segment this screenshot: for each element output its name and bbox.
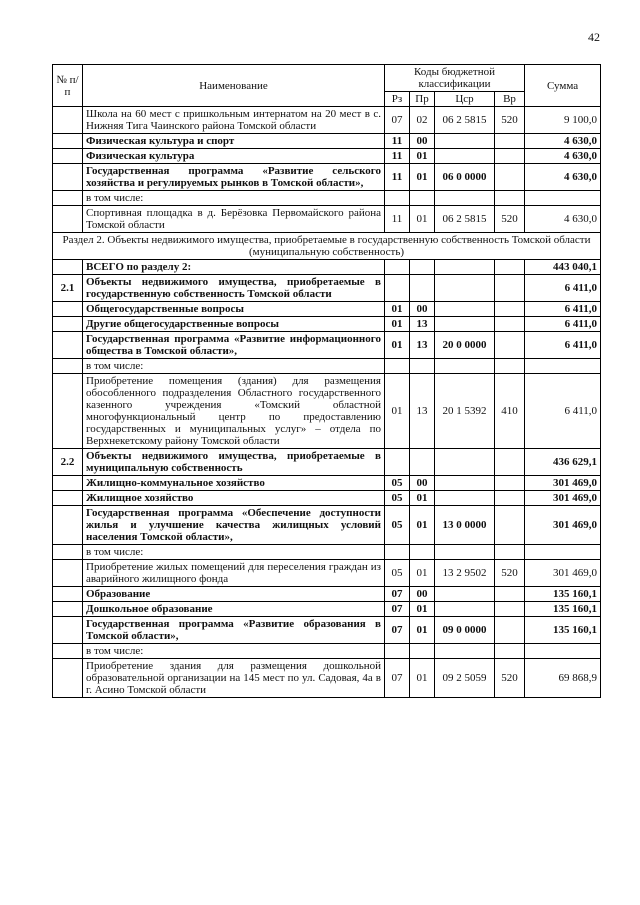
cell-sum: 6 411,0 xyxy=(525,332,601,359)
cell-vr: 520 xyxy=(495,206,525,233)
cell-sum xyxy=(525,359,601,374)
cell-pr: 00 xyxy=(410,476,435,491)
cell-num xyxy=(53,587,83,602)
cell-csr: 13 2 9502 xyxy=(435,560,495,587)
cell-name: Приобретение помещения (здания) для размещения обособленного подразделения Областного государственного казенного учреждения «Томский областной многофункциональный центр по предоставлению государственных и муниципальных услуг» – отдела по Верхнекетскому району Томской области xyxy=(83,374,385,449)
cell-num xyxy=(53,506,83,545)
cell-rz: 01 xyxy=(385,317,410,332)
cell-sum: 4 630,0 xyxy=(525,149,601,164)
cell-num xyxy=(53,191,83,206)
cell-vr xyxy=(495,317,525,332)
cell-pr xyxy=(410,260,435,275)
cell-vr xyxy=(495,302,525,317)
cell-csr xyxy=(435,134,495,149)
cell-name: Объекты недвижимого имущества, приобретаемые в муниципальную собственность xyxy=(83,449,385,476)
cell-csr: 09 0 0000 xyxy=(435,617,495,644)
cell-num xyxy=(53,374,83,449)
header-vr: Вр xyxy=(495,92,525,107)
cell-rz: 07 xyxy=(385,659,410,698)
cell-pr: 01 xyxy=(410,164,435,191)
cell-name: Жилищное хозяйство xyxy=(83,491,385,506)
cell-name: в том числе: xyxy=(83,191,385,206)
cell-sum: 301 469,0 xyxy=(525,560,601,587)
page-number: 42 xyxy=(588,30,600,44)
cell-pr: 00 xyxy=(410,302,435,317)
cell-rz xyxy=(385,275,410,302)
cell-csr xyxy=(435,191,495,206)
header-name: Наименование xyxy=(83,65,385,107)
cell-vr xyxy=(495,191,525,206)
header-codes: Коды бюджетной классификации xyxy=(385,65,525,92)
cell-num xyxy=(53,560,83,587)
header-pr: Пр xyxy=(410,92,435,107)
header-csr: Цср xyxy=(435,92,495,107)
section-title: Раздел 2. Объекты недвижимого имущества, приобретаемые в государственную собственность Томской области (муниципальную собственность) xyxy=(53,233,601,260)
cell-vr xyxy=(495,449,525,476)
header-rz: Рз xyxy=(385,92,410,107)
table-row xyxy=(53,491,601,506)
cell-num xyxy=(53,602,83,617)
cell-sum: 6 411,0 xyxy=(525,302,601,317)
cell-vr xyxy=(495,134,525,149)
table-row xyxy=(53,359,601,374)
cell-sum: 301 469,0 xyxy=(525,491,601,506)
cell-csr: 13 0 0000 xyxy=(435,506,495,545)
cell-sum xyxy=(525,644,601,659)
cell-num xyxy=(53,107,83,134)
cell-name: в том числе: xyxy=(83,644,385,659)
cell-sum: 4 630,0 xyxy=(525,206,601,233)
cell-csr xyxy=(435,302,495,317)
table-row xyxy=(53,107,601,134)
cell-name: Приобретение здания для размещения дошкольной образовательной организации на 145 мест по ул. Садовая, 4а в г. Асино Томской области xyxy=(83,659,385,698)
cell-vr xyxy=(495,149,525,164)
header-sum: Сумма xyxy=(525,65,601,107)
table-row xyxy=(53,644,601,659)
cell-rz: 11 xyxy=(385,164,410,191)
cell-sum xyxy=(525,545,601,560)
cell-sum: 301 469,0 xyxy=(525,476,601,491)
cell-sum: 301 469,0 xyxy=(525,506,601,545)
cell-rz: 07 xyxy=(385,617,410,644)
cell-num: 2.2 xyxy=(53,449,83,476)
cell-num xyxy=(53,644,83,659)
cell-pr: 13 xyxy=(410,374,435,449)
cell-vr xyxy=(495,359,525,374)
cell-vr: 520 xyxy=(495,659,525,698)
cell-sum: 443 040,1 xyxy=(525,260,601,275)
table-row xyxy=(53,332,601,359)
cell-pr: 01 xyxy=(410,617,435,644)
cell-num xyxy=(53,164,83,191)
section-header-row xyxy=(53,233,601,260)
cell-sum: 135 160,1 xyxy=(525,602,601,617)
cell-csr xyxy=(435,476,495,491)
cell-rz: 01 xyxy=(385,332,410,359)
cell-vr xyxy=(495,644,525,659)
cell-pr: 01 xyxy=(410,506,435,545)
cell-rz: 11 xyxy=(385,149,410,164)
cell-vr xyxy=(495,275,525,302)
cell-csr: 20 1 5392 xyxy=(435,374,495,449)
cell-csr xyxy=(435,491,495,506)
cell-num xyxy=(53,332,83,359)
cell-vr xyxy=(495,164,525,191)
cell-name: Государственная программа «Развитие образования в Томской области», xyxy=(83,617,385,644)
cell-rz: 11 xyxy=(385,134,410,149)
cell-csr: 09 2 5059 xyxy=(435,659,495,698)
cell-vr xyxy=(495,260,525,275)
cell-rz: 05 xyxy=(385,476,410,491)
cell-csr xyxy=(435,317,495,332)
cell-csr xyxy=(435,359,495,374)
cell-num xyxy=(53,617,83,644)
header-num: № п/п xyxy=(53,65,83,107)
cell-name: Спортивная площадка в д. Берёзовка Первомайского района Томской области xyxy=(83,206,385,233)
table-row xyxy=(53,545,601,560)
cell-rz: 07 xyxy=(385,602,410,617)
cell-sum xyxy=(525,191,601,206)
table-row xyxy=(53,260,601,275)
cell-sum: 6 411,0 xyxy=(525,317,601,332)
cell-name: в том числе: xyxy=(83,359,385,374)
cell-sum: 4 630,0 xyxy=(525,164,601,191)
cell-pr xyxy=(410,191,435,206)
cell-sum: 69 868,9 xyxy=(525,659,601,698)
cell-pr: 01 xyxy=(410,149,435,164)
table-row xyxy=(53,449,601,476)
cell-vr xyxy=(495,545,525,560)
cell-rz xyxy=(385,449,410,476)
cell-num xyxy=(53,317,83,332)
cell-pr xyxy=(410,359,435,374)
cell-pr: 00 xyxy=(410,587,435,602)
cell-num xyxy=(53,149,83,164)
cell-name: Физическая культура и спорт xyxy=(83,134,385,149)
cell-csr: 20 0 0000 xyxy=(435,332,495,359)
table-row xyxy=(53,602,601,617)
table-row xyxy=(53,506,601,545)
cell-pr: 13 xyxy=(410,332,435,359)
cell-sum: 4 630,0 xyxy=(525,134,601,149)
cell-csr xyxy=(435,275,495,302)
table-row xyxy=(53,302,601,317)
cell-num xyxy=(53,134,83,149)
cell-num xyxy=(53,545,83,560)
cell-name: Дошкольное образование xyxy=(83,602,385,617)
cell-rz: 07 xyxy=(385,587,410,602)
cell-rz xyxy=(385,545,410,560)
cell-sum: 135 160,1 xyxy=(525,587,601,602)
cell-sum: 135 160,1 xyxy=(525,617,601,644)
cell-num xyxy=(53,359,83,374)
cell-name: Школа на 60 мест с пришкольным интернатом на 20 мест в с. Нижняя Тига Чаинского района Томской области xyxy=(83,107,385,134)
cell-rz: 05 xyxy=(385,491,410,506)
table-row xyxy=(53,149,601,164)
table-row xyxy=(53,560,601,587)
table-row xyxy=(53,206,601,233)
cell-num xyxy=(53,260,83,275)
cell-rz xyxy=(385,260,410,275)
table-row xyxy=(53,659,601,698)
cell-rz: 01 xyxy=(385,374,410,449)
cell-vr xyxy=(495,602,525,617)
table-body xyxy=(53,107,601,698)
table-row xyxy=(53,164,601,191)
cell-csr xyxy=(435,449,495,476)
cell-csr xyxy=(435,260,495,275)
cell-name: Государственная программа «Обеспечение доступности жилья и улучшение качества жилищных условий населения Томской области», xyxy=(83,506,385,545)
table-row xyxy=(53,374,601,449)
cell-pr: 01 xyxy=(410,206,435,233)
cell-rz: 05 xyxy=(385,560,410,587)
cell-sum: 6 411,0 xyxy=(525,275,601,302)
cell-rz: 01 xyxy=(385,302,410,317)
cell-vr xyxy=(495,476,525,491)
cell-num xyxy=(53,476,83,491)
cell-csr: 06 2 5815 xyxy=(435,107,495,134)
cell-rz: 07 xyxy=(385,107,410,134)
cell-pr: 02 xyxy=(410,107,435,134)
cell-pr xyxy=(410,449,435,476)
cell-vr xyxy=(495,617,525,644)
cell-vr: 520 xyxy=(495,107,525,134)
cell-name: ВСЕГО по разделу 2: xyxy=(83,260,385,275)
cell-pr: 13 xyxy=(410,317,435,332)
table-row xyxy=(53,134,601,149)
cell-pr xyxy=(410,275,435,302)
cell-num xyxy=(53,302,83,317)
cell-sum: 6 411,0 xyxy=(525,374,601,449)
cell-name: Образование xyxy=(83,587,385,602)
cell-name: Другие общегосударственные вопросы xyxy=(83,317,385,332)
cell-rz xyxy=(385,191,410,206)
cell-name: Государственная программа «Развитие сельского хозяйства и регулируемых рынков в Томской области», xyxy=(83,164,385,191)
cell-name: Физическая культура xyxy=(83,149,385,164)
cell-sum: 9 100,0 xyxy=(525,107,601,134)
cell-vr xyxy=(495,506,525,545)
cell-num xyxy=(53,206,83,233)
cell-pr xyxy=(410,644,435,659)
cell-vr xyxy=(495,491,525,506)
cell-rz: 05 xyxy=(385,506,410,545)
table-row xyxy=(53,617,601,644)
cell-sum: 436 629,1 xyxy=(525,449,601,476)
cell-name: Объекты недвижимого имущества, приобретаемые в государственную собственность Томской области xyxy=(83,275,385,302)
cell-csr xyxy=(435,545,495,560)
table-row xyxy=(53,275,601,302)
budget-table xyxy=(52,64,601,698)
cell-name: в том числе: xyxy=(83,545,385,560)
cell-num: 2.1 xyxy=(53,275,83,302)
table-row xyxy=(53,476,601,491)
cell-csr: 06 0 0000 xyxy=(435,164,495,191)
cell-csr: 06 2 5815 xyxy=(435,206,495,233)
cell-pr: 00 xyxy=(410,134,435,149)
cell-name: Приобретение жилых помещений для переселения граждан из аварийного жилищного фонда xyxy=(83,560,385,587)
cell-pr: 01 xyxy=(410,491,435,506)
header-row xyxy=(53,65,601,92)
cell-num xyxy=(53,491,83,506)
cell-rz xyxy=(385,359,410,374)
cell-pr: 01 xyxy=(410,560,435,587)
cell-csr xyxy=(435,149,495,164)
table-row xyxy=(53,317,601,332)
table-row xyxy=(53,191,601,206)
cell-csr xyxy=(435,602,495,617)
table-row xyxy=(53,587,601,602)
cell-rz: 11 xyxy=(385,206,410,233)
cell-vr: 520 xyxy=(495,560,525,587)
cell-num xyxy=(53,659,83,698)
cell-csr xyxy=(435,644,495,659)
cell-vr: 410 xyxy=(495,374,525,449)
cell-pr: 01 xyxy=(410,659,435,698)
cell-name: Жилищно-коммунальное хозяйство xyxy=(83,476,385,491)
cell-vr xyxy=(495,332,525,359)
cell-csr xyxy=(435,587,495,602)
cell-vr xyxy=(495,587,525,602)
cell-rz xyxy=(385,644,410,659)
cell-name: Государственная программа «Развитие информационного общества в Томской области», xyxy=(83,332,385,359)
cell-pr: 01 xyxy=(410,602,435,617)
cell-pr xyxy=(410,545,435,560)
cell-name: Общегосударственные вопросы xyxy=(83,302,385,317)
